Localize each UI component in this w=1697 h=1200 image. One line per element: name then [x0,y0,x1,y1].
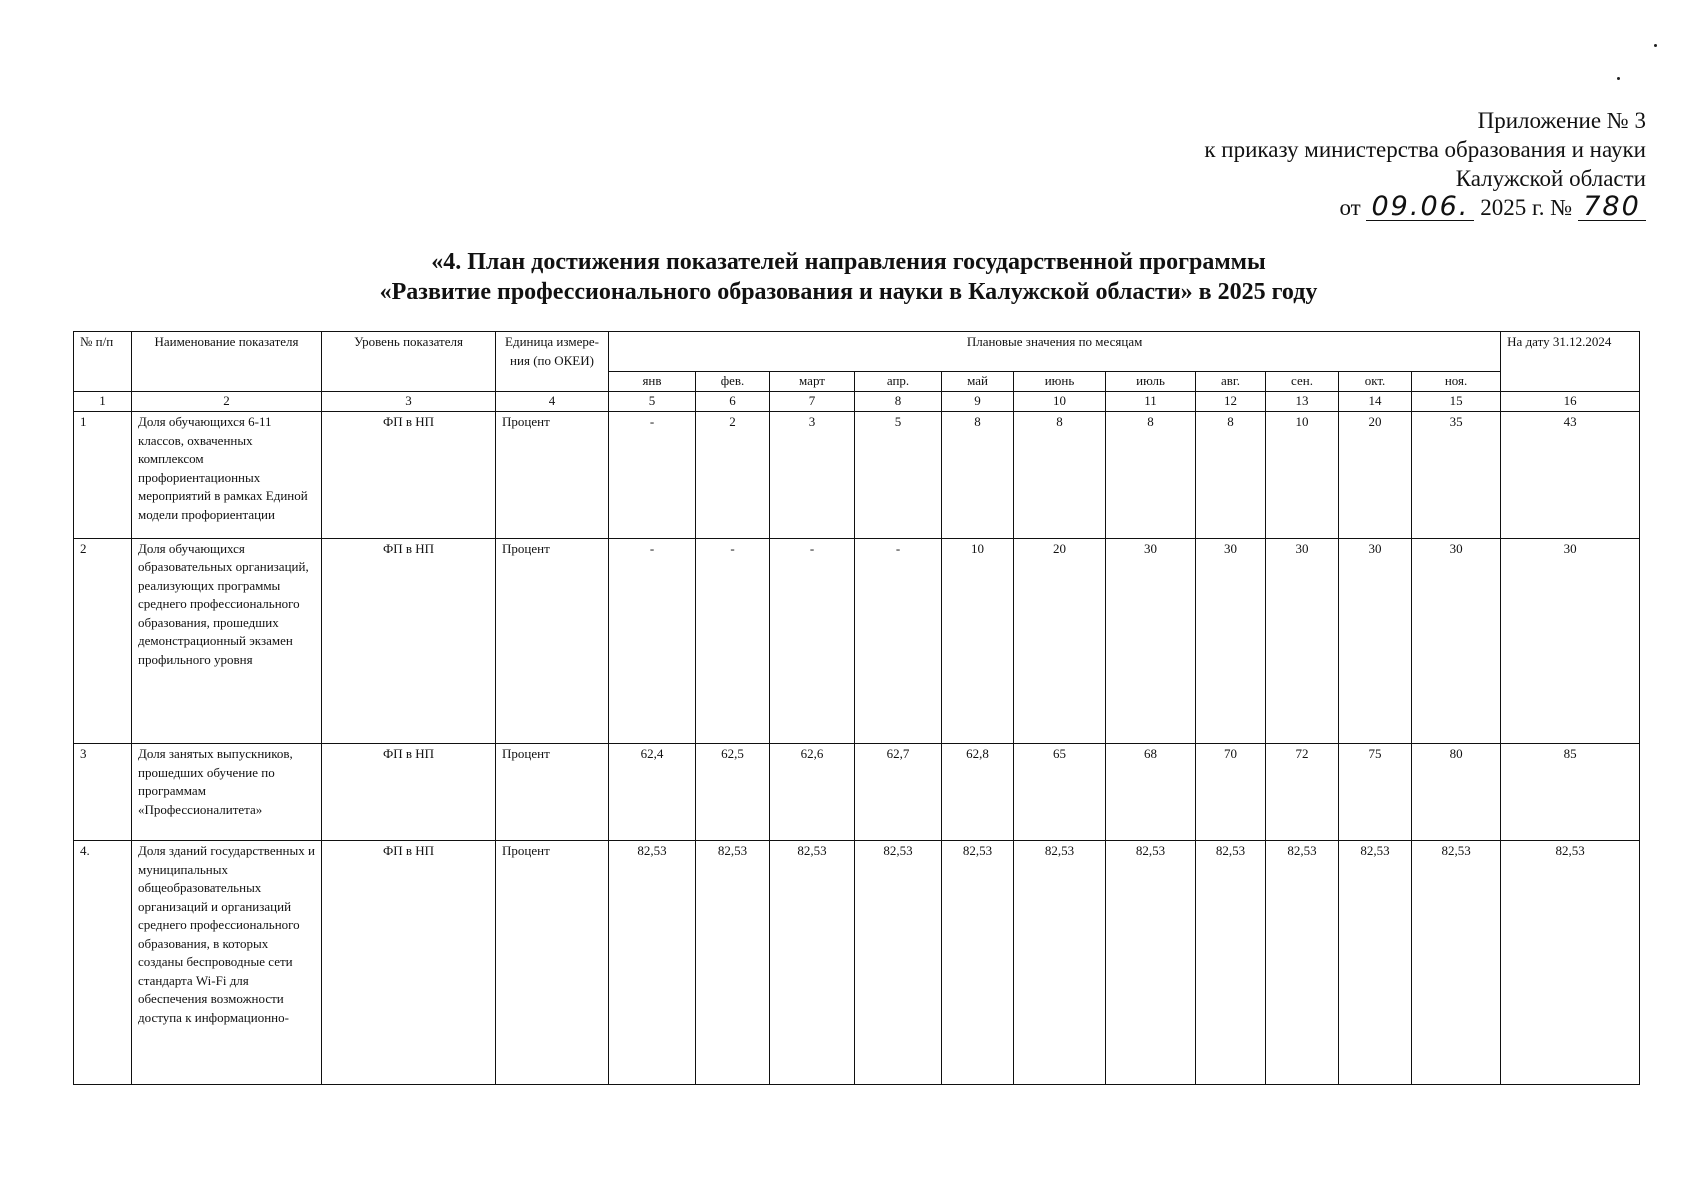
table-row [74,744,1640,841]
column-number: 7 [770,392,855,412]
month-value: 30 [1412,538,1501,744]
appendix-line-2: к приказу министерства образования и науки [1204,137,1646,162]
column-number: 16 [1501,392,1640,412]
month-value: 82,53 [855,841,942,1085]
month-value: 82,53 [1266,841,1339,1085]
unit-cell: Процент [496,412,609,538]
column-number: 5 [609,392,696,412]
month-value: 70 [1196,744,1266,841]
month-value: 82,53 [942,841,1014,1085]
month-value: 5 [855,412,942,538]
month-value: 82,53 [1106,841,1196,1085]
month-value: 62,6 [770,744,855,841]
unit-cell: Процент [496,841,609,1085]
column-number: 8 [855,392,942,412]
month-value: 62,7 [855,744,942,841]
month-header: авг. [1196,372,1266,392]
month-value: 68 [1106,744,1196,841]
month-value: 82,53 [1339,841,1412,1085]
header-num: № п/п [74,332,132,392]
month-header: июль [1106,372,1196,392]
column-number: 2 [132,392,322,412]
month-header: окт. [1339,372,1412,392]
month-value: 30 [1106,538,1196,744]
month-header: фев. [696,372,770,392]
month-header: янв [609,372,696,392]
column-number: 9 [942,392,1014,412]
scan-speck [1654,44,1657,47]
month-value: 30 [1196,538,1266,744]
column-number: 3 [322,392,496,412]
scan-speck [1617,77,1620,80]
month-value: - [855,538,942,744]
month-value: 10 [1266,412,1339,538]
month-value: 8 [1014,412,1106,538]
column-number: 11 [1106,392,1196,412]
indicator-level: ФП в НП [322,538,496,744]
title-line-2: «Развитие профессионального образования и науки в Калужской области» в 2025 году [379,279,1318,305]
indicator-level: ФП в НП [322,744,496,841]
title-line-1: «4. План достижения показателей направления государственной программы [431,249,1266,275]
month-value: 82,53 [1412,841,1501,1085]
month-value: - [609,412,696,538]
column-number: 15 [1412,392,1501,412]
month-value: 62,5 [696,744,770,841]
appendix-header [1006,106,1646,222]
month-value: - [770,538,855,744]
month-value: 8 [1106,412,1196,538]
column-number: 10 [1014,392,1106,412]
month-value: 35 [1412,412,1501,538]
month-value: 2 [696,412,770,538]
row-number: 2 [74,538,132,744]
row-number: 3 [74,744,132,841]
month-header: май [942,372,1014,392]
month-value: 82,53 [770,841,855,1085]
indicator-name: Доля обучающихся образовательных организаций, реализующих программы среднего профессионального образования, прошедших демонстрационный экзамен профильного уровня [132,538,322,744]
column-number: 1 [74,392,132,412]
header-level: Уровень показателя [322,332,496,392]
header-name: Наименование показателя [132,332,322,392]
month-value: 10 [942,538,1014,744]
month-value: 82,53 [1014,841,1106,1085]
month-value: - [609,538,696,744]
handwritten-order-number: 780 [1578,194,1646,221]
month-value: 30 [1339,538,1412,744]
month-value: 82,53 [609,841,696,1085]
column-number-row [74,392,1640,412]
appendix-line-3: Калужской области [1455,166,1646,191]
month-header: сен. [1266,372,1339,392]
header-date: На дату 31.12.2024 [1501,332,1640,392]
indicator-name: Доля зданий государственных и муниципальных общеобразовательных организаций и организаций среднего профессионального образования, в которых созданы беспроводные сети стандарта Wi-Fi для обеспечения возможности доступа к информационно- [132,841,322,1085]
table-row [74,412,1640,538]
header-row [74,332,1640,372]
table-row [74,538,1640,744]
month-value: 80 [1412,744,1501,841]
month-header: апр. [855,372,942,392]
column-number: 4 [496,392,609,412]
indicator-name: Доля занятых выпускников, прошедших обучение по программам «Профессионалитета» [132,744,322,841]
table-row [74,841,1640,1085]
month-header: ноя. [1412,372,1501,392]
date-prefix: от [1339,195,1361,220]
year-text: 2025 г. № [1480,195,1573,220]
month-value: 62,4 [609,744,696,841]
indicator-level: ФП в НП [322,412,496,538]
date-value: 43 [1501,412,1640,538]
unit-cell: Процент [496,744,609,841]
column-number: 12 [1196,392,1266,412]
order-date-line [1006,193,1646,222]
month-value: - [696,538,770,744]
column-number: 14 [1339,392,1412,412]
date-value: 85 [1501,744,1640,841]
plan-table [73,331,1640,1085]
column-number: 13 [1266,392,1339,412]
document-title [0,247,1697,307]
month-value: 20 [1339,412,1412,538]
date-value: 30 [1501,538,1640,744]
handwritten-date: 09.06. [1366,194,1474,221]
month-value: 8 [942,412,1014,538]
row-number: 1 [74,412,132,538]
month-value: 30 [1266,538,1339,744]
month-value: 75 [1339,744,1412,841]
appendix-line-1: Приложение № 3 [1477,108,1646,133]
month-value: 8 [1196,412,1266,538]
indicator-name: Доля обучающихся 6-11 классов, охваченных комплексом профориентационных мероприятий в рамках Единой модели профориентации [132,412,322,538]
month-value: 20 [1014,538,1106,744]
month-header: июнь [1014,372,1106,392]
date-value: 82,53 [1501,841,1640,1085]
month-value: 65 [1014,744,1106,841]
indicator-level: ФП в НП [322,841,496,1085]
month-value: 82,53 [1196,841,1266,1085]
header-plan: Плановые значения по месяцам [609,332,1501,372]
month-value: 72 [1266,744,1339,841]
header-unit: Единица измере-ния (по ОКЕИ) [496,332,609,392]
month-header: март [770,372,855,392]
column-number: 6 [696,392,770,412]
month-value: 82,53 [696,841,770,1085]
unit-cell: Процент [496,538,609,744]
month-value: 3 [770,412,855,538]
row-number: 4. [74,841,132,1085]
month-value: 62,8 [942,744,1014,841]
